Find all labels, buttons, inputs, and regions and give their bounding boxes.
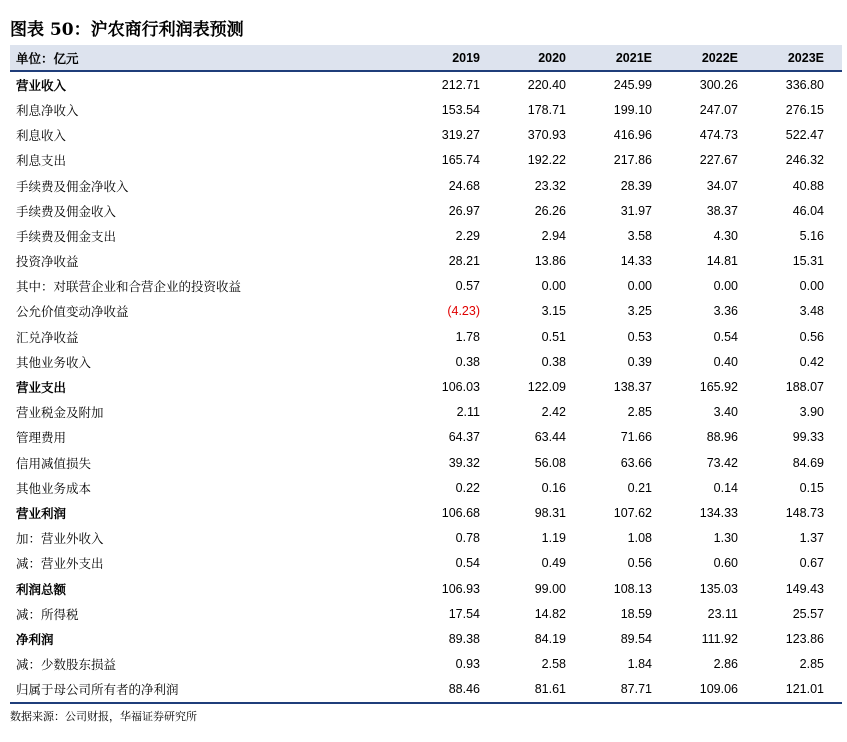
value-cell: 2.94 xyxy=(541,228,566,243)
table-row xyxy=(10,123,842,148)
value-cell: 474.73 xyxy=(699,128,738,143)
row-label: 利息收入 xyxy=(16,128,67,144)
value-cell: 276.15 xyxy=(785,102,824,117)
value-cell: 84.69 xyxy=(792,455,824,470)
value-cell: 212.71 xyxy=(441,77,480,92)
value-cell: 2.11 xyxy=(456,405,480,420)
table-row xyxy=(10,374,842,399)
unit-header: 单位：亿元 xyxy=(10,45,412,71)
value-cell: 0.49 xyxy=(541,556,566,571)
value-cell: 71.66 xyxy=(620,430,652,445)
value-cell: 217.86 xyxy=(613,153,652,168)
value-cell: 0.93 xyxy=(455,657,480,672)
table-row xyxy=(10,626,842,651)
value-cell: 13.86 xyxy=(534,254,566,269)
value-cell: 0.00 xyxy=(713,279,738,294)
row-label: 其他业务成本 xyxy=(16,480,92,496)
value-cell: 4.30 xyxy=(713,228,738,243)
row-label: 手续费及佣金净收入 xyxy=(16,178,129,194)
value-cell: 88.46 xyxy=(412,677,498,703)
value-cell: 108.13 xyxy=(613,581,652,596)
value-cell: 34.07 xyxy=(706,178,738,193)
value-cell: 522.47 xyxy=(785,128,824,143)
value-cell: 106.93 xyxy=(441,581,480,596)
value-cell: 149.43 xyxy=(785,581,824,596)
table-row xyxy=(10,198,842,223)
row-label: 营业利润 xyxy=(16,505,67,521)
source-note: 数据来源：公司财报，华福证券研究所 xyxy=(10,710,197,723)
value-cell: 300.26 xyxy=(699,77,738,92)
value-cell: 165.92 xyxy=(699,380,738,395)
value-cell: 15.31 xyxy=(792,254,824,269)
value-cell: 135.03 xyxy=(699,581,738,596)
value-cell: 89.38 xyxy=(448,631,480,646)
value-cell: 5.16 xyxy=(799,228,824,243)
value-cell: 3.48 xyxy=(799,304,824,319)
row-label: 管理费用 xyxy=(16,430,67,446)
year-header: 2019 xyxy=(412,45,498,71)
value-cell: 336.80 xyxy=(785,77,824,92)
value-cell: 138.37 xyxy=(613,380,652,395)
row-label: 其中：对联营企业和合营企业的投资收益 xyxy=(16,279,242,295)
figure-title: 图表 50：沪农商行利润表预测 xyxy=(10,20,244,40)
value-cell: 26.97 xyxy=(448,203,480,218)
value-cell: 165.74 xyxy=(441,153,480,168)
value-cell: 178.71 xyxy=(527,102,566,117)
value-cell: (4.23) xyxy=(447,304,480,319)
value-cell: 245.99 xyxy=(613,77,652,92)
value-cell: 99.33 xyxy=(792,430,824,445)
value-cell: 99.00 xyxy=(534,581,566,596)
value-cell: 0.38 xyxy=(541,354,566,369)
table-row xyxy=(10,450,842,475)
value-cell: 24.68 xyxy=(448,178,480,193)
value-cell: 111.92 xyxy=(701,631,738,646)
year-header: 2022E xyxy=(670,45,756,71)
value-cell: 123.86 xyxy=(785,631,824,646)
table-row xyxy=(10,526,842,551)
row-label: 归属于母公司所有者的净利润 xyxy=(10,677,412,703)
value-cell: 106.03 xyxy=(441,380,480,395)
value-cell: 109.06 xyxy=(670,677,756,703)
table-row xyxy=(10,677,842,703)
value-cell: 0.42 xyxy=(799,354,824,369)
value-cell: 0.00 xyxy=(799,279,824,294)
row-label: 利息支出 xyxy=(16,153,67,169)
value-cell: 220.40 xyxy=(527,77,566,92)
value-cell: 0.16 xyxy=(541,480,566,495)
value-cell: 107.62 xyxy=(613,505,652,520)
value-cell: 121.01 xyxy=(756,677,842,703)
value-cell: 73.42 xyxy=(706,455,738,470)
value-cell: 0.54 xyxy=(455,556,480,571)
table-header-row xyxy=(10,45,842,71)
table-row xyxy=(10,249,842,274)
row-label: 信用减值损失 xyxy=(16,455,92,471)
value-cell: 2.85 xyxy=(627,405,652,420)
value-cell: 14.82 xyxy=(534,606,566,621)
table-row xyxy=(10,601,842,626)
row-label: 利息净收入 xyxy=(16,102,79,118)
value-cell: 81.61 xyxy=(498,677,584,703)
value-cell: 14.33 xyxy=(620,254,652,269)
value-cell: 23.11 xyxy=(707,606,738,621)
value-cell: 28.39 xyxy=(620,178,652,193)
value-cell: 39.32 xyxy=(448,455,480,470)
value-cell: 3.36 xyxy=(713,304,738,319)
value-cell: 3.90 xyxy=(799,405,824,420)
value-cell: 3.25 xyxy=(627,304,652,319)
value-cell: 199.10 xyxy=(613,102,652,117)
value-cell: 0.39 xyxy=(627,354,652,369)
value-cell: 188.07 xyxy=(785,380,824,395)
value-cell: 1.30 xyxy=(713,531,738,546)
value-cell: 17.54 xyxy=(448,606,480,621)
value-cell: 0.57 xyxy=(455,279,480,294)
table-row xyxy=(10,148,842,173)
value-cell: 31.97 xyxy=(620,203,652,218)
value-cell: 370.93 xyxy=(527,128,566,143)
value-cell: 1.84 xyxy=(627,657,652,672)
table-row xyxy=(10,475,842,500)
value-cell: 1.19 xyxy=(541,531,566,546)
table-row xyxy=(10,223,842,248)
year-header: 2021E xyxy=(584,45,670,71)
value-cell: 2.58 xyxy=(541,657,566,672)
value-cell: 38.37 xyxy=(706,203,738,218)
value-cell: 0.21 xyxy=(627,480,652,495)
value-cell: 23.32 xyxy=(534,178,566,193)
table-row xyxy=(10,71,842,97)
row-label: 净利润 xyxy=(16,631,54,647)
value-cell: 84.19 xyxy=(534,631,566,646)
row-label: 公允价值变动净收益 xyxy=(16,304,129,320)
row-label: 减：营业外支出 xyxy=(16,556,104,572)
value-cell: 1.08 xyxy=(627,531,652,546)
value-cell: 2.85 xyxy=(799,657,824,672)
value-cell: 14.81 xyxy=(706,254,738,269)
value-cell: 0.56 xyxy=(627,556,652,571)
table-row xyxy=(10,576,842,601)
value-cell: 63.66 xyxy=(620,455,652,470)
value-cell: 0.78 xyxy=(455,531,480,546)
value-cell: 3.40 xyxy=(713,405,738,420)
value-cell: 0.40 xyxy=(713,354,738,369)
value-cell: 2.86 xyxy=(713,657,738,672)
value-cell: 153.54 xyxy=(441,102,480,117)
value-cell: 416.96 xyxy=(613,128,652,143)
row-label: 手续费及佣金支出 xyxy=(16,228,117,244)
table-row xyxy=(10,97,842,122)
value-cell: 0.00 xyxy=(541,279,566,294)
value-cell: 122.09 xyxy=(527,380,566,395)
value-cell: 0.67 xyxy=(799,556,824,571)
value-cell: 0.38 xyxy=(455,354,480,369)
value-cell: 134.33 xyxy=(699,505,738,520)
row-label: 投资净收益 xyxy=(16,254,79,270)
value-cell: 1.37 xyxy=(799,531,824,546)
value-cell: 88.96 xyxy=(706,430,738,445)
value-cell: 40.88 xyxy=(792,178,824,193)
row-label: 营业收入 xyxy=(16,77,67,93)
table-row xyxy=(10,324,842,349)
value-cell: 246.32 xyxy=(785,153,824,168)
value-cell: 0.56 xyxy=(799,329,824,344)
year-header: 2020 xyxy=(498,45,584,71)
value-cell: 106.68 xyxy=(441,505,480,520)
value-cell: 0.00 xyxy=(627,279,652,294)
value-cell: 148.73 xyxy=(785,505,824,520)
value-cell: 319.27 xyxy=(441,128,480,143)
value-cell: 247.07 xyxy=(699,102,738,117)
row-label: 加：营业外收入 xyxy=(16,531,104,547)
value-cell: 28.21 xyxy=(448,254,480,269)
table-row xyxy=(10,551,842,576)
table-row xyxy=(10,400,842,425)
row-label: 营业支出 xyxy=(16,380,67,396)
row-label: 汇兑净收益 xyxy=(16,329,79,345)
value-cell: 98.31 xyxy=(534,505,566,520)
row-label: 减：少数股东损益 xyxy=(16,657,117,673)
value-cell: 0.22 xyxy=(455,480,480,495)
value-cell: 18.59 xyxy=(620,606,652,621)
value-cell: 46.04 xyxy=(792,203,824,218)
value-cell: 0.51 xyxy=(541,329,566,344)
year-header: 2023E xyxy=(756,45,842,71)
value-cell: 192.22 xyxy=(527,153,566,168)
table-row xyxy=(10,274,842,299)
table-row xyxy=(10,173,842,198)
value-cell: 63.44 xyxy=(534,430,566,445)
value-cell: 87.71 xyxy=(584,677,670,703)
value-cell: 89.54 xyxy=(620,631,652,646)
value-cell: 1.78 xyxy=(455,329,480,344)
value-cell: 25.57 xyxy=(792,606,824,621)
table-row xyxy=(10,500,842,525)
value-cell: 2.29 xyxy=(455,228,480,243)
value-cell: 64.37 xyxy=(448,430,480,445)
value-cell: 0.54 xyxy=(713,329,738,344)
value-cell: 2.42 xyxy=(541,405,566,420)
value-cell: 3.58 xyxy=(627,228,652,243)
value-cell: 0.60 xyxy=(713,556,738,571)
table-row xyxy=(10,652,842,677)
value-cell: 56.08 xyxy=(534,455,566,470)
table-row xyxy=(10,349,842,374)
table-row xyxy=(10,425,842,450)
table-row xyxy=(10,299,842,324)
row-label: 利润总额 xyxy=(16,581,67,597)
value-cell: 26.26 xyxy=(534,203,566,218)
value-cell: 0.53 xyxy=(627,329,652,344)
row-label: 营业税金及附加 xyxy=(16,405,104,421)
value-cell: 0.15 xyxy=(799,480,824,495)
income-statement-table xyxy=(10,45,842,704)
row-label: 减：所得税 xyxy=(16,606,79,622)
value-cell: 227.67 xyxy=(699,153,738,168)
value-cell: 0.14 xyxy=(713,480,738,495)
row-label: 手续费及佣金收入 xyxy=(16,203,117,219)
row-label: 其他业务收入 xyxy=(16,354,92,370)
value-cell: 3.15 xyxy=(541,304,566,319)
